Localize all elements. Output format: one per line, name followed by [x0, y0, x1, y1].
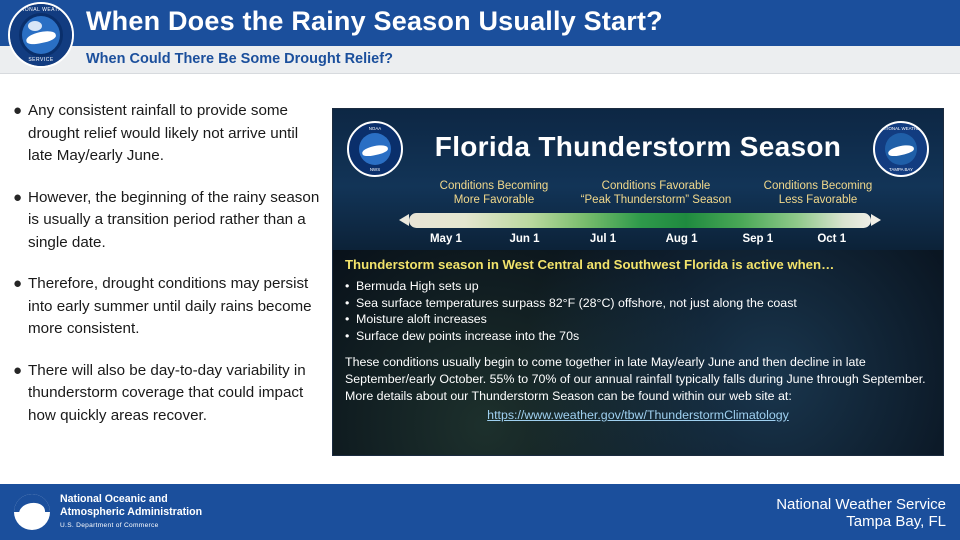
- bullet-text: However, the beginning of the rainy season is usually a transition period rather than a single date.: [28, 188, 320, 251]
- list-item: • Sea surface temperatures surpass 82°F (28°C) offshore, not just along the coast: [345, 295, 931, 312]
- graphic-body: [333, 250, 943, 456]
- condition-label-2: Conditions Becoming Less Favorable: [763, 180, 873, 206]
- bullet-text: Therefore, drought conditions may persist into early summer until daily rains become more consistent.: [28, 275, 312, 337]
- active-when-list: [345, 278, 931, 344]
- thunderstorm-climatology-link[interactable]: https://www.weather.gov/tbw/ThunderstormClimatology: [487, 408, 789, 422]
- footer-office: [776, 496, 946, 530]
- tick-label: Jul 1: [589, 233, 617, 245]
- summary-paragraph: These conditions usually begin to come together in late May/early June and then decline in late September/early October. 55% to 70% of our annual rainfall typically falls during June through September. More details about our Thunderstorm Season can be found within our web site at:: [345, 355, 926, 403]
- tick-label: Sep 1: [742, 233, 774, 245]
- logo-top-text: NATIONAL WEATHER: [11, 7, 71, 13]
- noaa-footer-logo-icon: [14, 494, 50, 530]
- bullet-marker-icon: ●: [13, 188, 23, 206]
- list-item: • Moisture aloft increases: [345, 311, 931, 328]
- bullet-marker-icon: ●: [13, 361, 23, 379]
- tick-label: Oct 1: [817, 233, 847, 245]
- nws-tampa-seal-bottom-text: TAMPA BAY: [889, 167, 913, 172]
- tick-label: Jun 1: [509, 233, 540, 245]
- footer-agency-line1: National Oceanic and: [60, 493, 168, 505]
- season-gradient-bar: [409, 213, 871, 228]
- list-item: • Bermuda High sets up: [345, 278, 931, 295]
- nws-tampa-seal-top-text: NATIONAL WEATHER: [878, 126, 924, 131]
- page-subtitle: When Could There Be Some Drought Relief?: [86, 51, 393, 67]
- footer-agency-line2: Atmospheric Administration: [60, 505, 203, 518]
- footer-agency-line3: U.S. Department of Commerce: [60, 522, 159, 529]
- footer-bar: [0, 484, 960, 540]
- noaa-seal-top-text: NOAA: [368, 126, 382, 131]
- nws-logo-icon: [8, 2, 74, 68]
- condition-label-0: Conditions Becoming More Favorable: [439, 180, 549, 206]
- logo-bottom-text: SERVICE: [28, 57, 54, 63]
- bullet-text: There will also be day-to-day variability in thunderstorm coverage that could impact how quickly areas recover.: [28, 361, 306, 424]
- footer-agency: [60, 493, 202, 529]
- list-item: [10, 360, 322, 428]
- logo-text: [10, 4, 72, 66]
- noaa-seal-bottom-text: NWS: [369, 167, 381, 172]
- bullet-list: [10, 100, 322, 446]
- footer-office-line2: Tampa Bay, FL: [846, 513, 946, 530]
- list-item: [10, 187, 322, 255]
- graphic-title: Florida Thunderstorm Season: [434, 131, 842, 162]
- condition-label-1: Conditions Favorable “Peak Thunderstorm” Season: [580, 180, 732, 206]
- tick-label: May 1: [429, 233, 462, 245]
- list-item: [10, 273, 322, 341]
- timeline-ticks: [409, 233, 871, 249]
- list-item: [10, 100, 322, 168]
- page-title: When Does the Rainy Season Usually Start?: [86, 6, 663, 36]
- list-item: • Surface dew points increase into the 70s: [345, 328, 931, 345]
- timeline-condition-labels: [333, 179, 943, 209]
- bullet-marker-icon: ●: [13, 275, 23, 292]
- active-when-heading: Thunderstorm season in West Central and Southwest Florida is active when…: [345, 257, 835, 272]
- thunderstorm-season-graphic: [332, 108, 944, 456]
- graphic-header: [333, 109, 943, 250]
- bullet-marker-icon: ●: [13, 102, 23, 119]
- footer-office-line1: National Weather Service: [776, 496, 946, 513]
- tick-label: Aug 1: [665, 233, 698, 245]
- bullet-text: Any consistent rainfall to provide some drought relief would likely not arrive until late May/early June.: [28, 102, 299, 164]
